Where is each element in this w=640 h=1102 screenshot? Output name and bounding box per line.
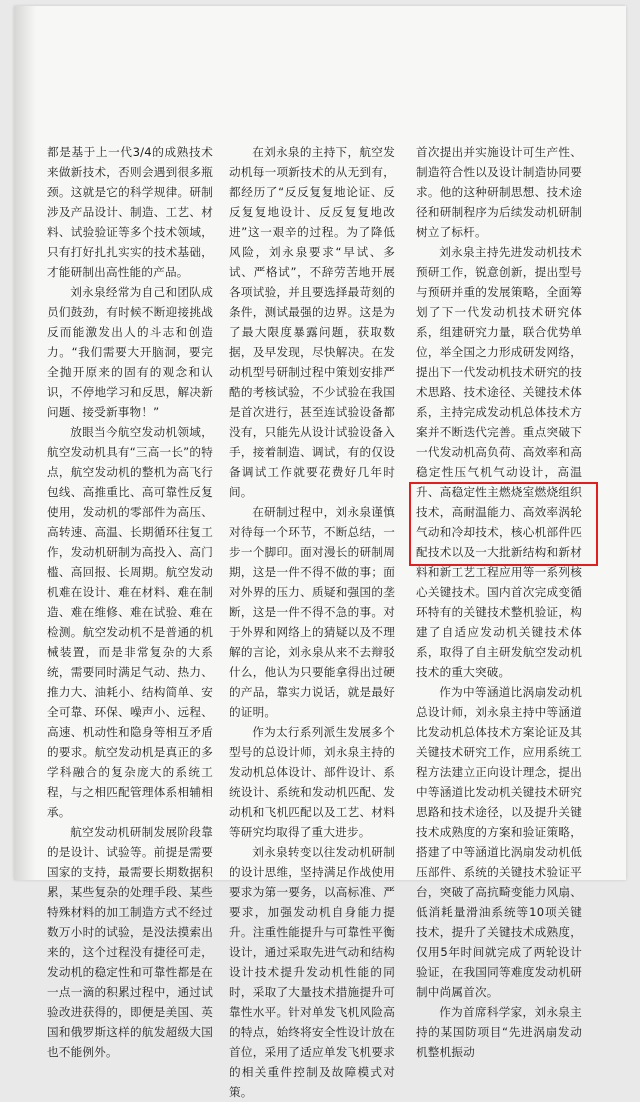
paragraph: 刘永泉转变以往发动机研制的设计思维，坚持满足作战使用要求为第一要务，以高标准、严要求，加强发动机自身能力提升。注重性能提升与可靠性平衡设计，通过采取先进气动和结构设计技术提升发动机性能的同时，采取了大量技术措施提升可靠性水平。针对单发飞机风险高的特点，始终将安全性设计放在首位，采用了适应单发飞机要求的相关重件控制及故障模式对策。: [229, 845, 395, 1099]
paragraph: 航空发动机研制发展阶段靠的是设计、试验等。前提是需要国家的支持，最需要长期数据积累，某些复杂的处理手段、某些特殊材料的加工制造方式不经过数万小时的试验，是没法摸索出来的，这个过程没有捷径可走，发动机的稳定性和可靠性都是在一点一滴的积累过程中，通过试验改进获得的，即便是美国、英国和俄罗斯这样的航发超级大国也不能例外。: [47, 825, 213, 1059]
page-fold-shadow: [14, 6, 36, 880]
paragraph: 作为太行系列派生发展多个型号的总设计师，刘永泉主持的发动机总体设计、部件设计、系统设计、系统和发动机匹配、发动机和飞机匹配以及工艺、材料等研究均取得了重大进步。: [229, 725, 395, 839]
text-column-middle: [229, 142, 395, 1102]
paragraph: 作为中等涵道比涡扇发动机总设计师，刘永泉主持中等涵道比发动机总体技术方案论证及其关键技术研究工作，应用系统工程方法建立正向设计理念，提出中等涵道比发动机关键技术研究思路和技术途径，以及提升关键技术成熟度的方案和验证策略，搭建了中等涵道比涡扇发动机低压部件、系统的关键技术验证平台，突破了高抗畸变能力风扇、低消耗量滑油系统等10项关键技术，提升了关键技术成熟度，仅用5年时间就完成了两轮设计验证，在我国同等难度发动机研制中尚属首次。: [416, 685, 582, 999]
text-column-left: [47, 142, 213, 1062]
paragraph: 放眼当今航空发动机领域，航空发动机具有“三高一长”的特点，航空发动机的整机为高飞行包线、高推重比、高可靠性反复使用，发动机的零部件为高压、高转速、高温、长期循环往复工作，发动机研制为高投入、高门槛、高回报、长周期。航空发动机难在设计、难在材料、难在制造、难在维修、难在试验、难在检测。航空发动机不是普通的机械装置，而是非常复杂的大系统，需要同时满足气动、热力、推力大、油耗小、结构简单、安全可靠、环保、噪声小、远程、高速、机动性和隐身等相互矛盾的要求。航空发动机是真正的多学科融合的复杂庞大的系统工程，与之相匹配管理体系相辅相承。: [47, 425, 213, 819]
paragraph: 刘永泉经常为自己和团队成员们鼓劲，有时候不断迎接挑战反而能激发出人的斗志和创造力。“我们需要大开脑洞，要完全抛开原来的固有的观念和认识，不停地学习和反思，解决新问题、接受新事物！”: [47, 285, 213, 419]
paragraph: 首次提出并实施设计可生产性、制造符合性以及设计制造协同要求。他的这种研制思想、技术途径和研制程序为后续发动机研制树立了标杆。: [416, 145, 582, 239]
paragraph: 在刘永泉的主持下，航空发动机每一项新技术的从无到有，都经历了“反反复复地论证、反反复复地设计、反反复复地改进”这一艰辛的过程。为了降低风险，刘永泉要求“早试、多试、严格试”，不辞劳苦地开展各项试验，并且要选择最苛刻的条件，测试最强的边界。这是为了最大限度暴露问题，获取数据，及早发现，尽快解决。在发动机型号研制过程中策划安排严酷的考核试验，不少试验在我国是首次进行，甚至连试验设备都没有，只能先从设计试验设备入手，接着制造、调试，有的仅设备调试工作就要花费好几年时间。: [229, 145, 395, 499]
paragraph: 都是基于上一代3/4的成熟技术来做新技术，否则会遇到很多瓶颈。这就是它的科学规律。研制涉及产品设计、制造、工艺、材料、试验验证等多个技术领域，只有打好扎扎实实的技术基础，才能研制出高性能的产品。: [47, 145, 213, 279]
text-column-right: [416, 142, 582, 1062]
paragraph: 作为首席科学家，刘永泉主持的某国防项目“先进涡扇发动机整机振动: [416, 1005, 582, 1059]
paragraph: 刘永泉主持先进发动机技术预研工作，锐意创新，提出型号与预研并重的发展策略，全面筹划了下一代发动机技术研究体系，组建研究力量，联合优势单位，举全国之力形成研发网络，提出下一代发动机技术研究的技术思路、技术途径、关键技术体系，主持完成发动机总体技术方案并不断迭代完善。重点突破下一代发动机高负荷、高效率和高稳定性压气机气动设计，高温升、高稳定性主燃烧室燃烧组织技术，高耐温能力、高效率涡轮气动和冷却技术，核心机部件匹配技术以及一大批新结构和新材料和新工艺工程应用等一系列核心关键技术。国内首次完成变循环特有的关键技术整机验证，构建了自适应发动机关键技术体系，取得了自主研发航空发动机技术的重大突破。: [416, 245, 582, 679]
paragraph: 在研制过程中，刘永泉谨慎对待每一个环节，不断总结，一步一个脚印。面对漫长的研制周期，这是一件不得不做的事；面对外界的压力、质疑和强国的垄断，这是一件不得不急的事。对于外界和网络上的猜疑以及不理解的言论，刘永泉从来不去辩驳什么，他认为只要能拿得出过硬的产品，靠实力说话，就是最好的证明。: [229, 505, 395, 719]
